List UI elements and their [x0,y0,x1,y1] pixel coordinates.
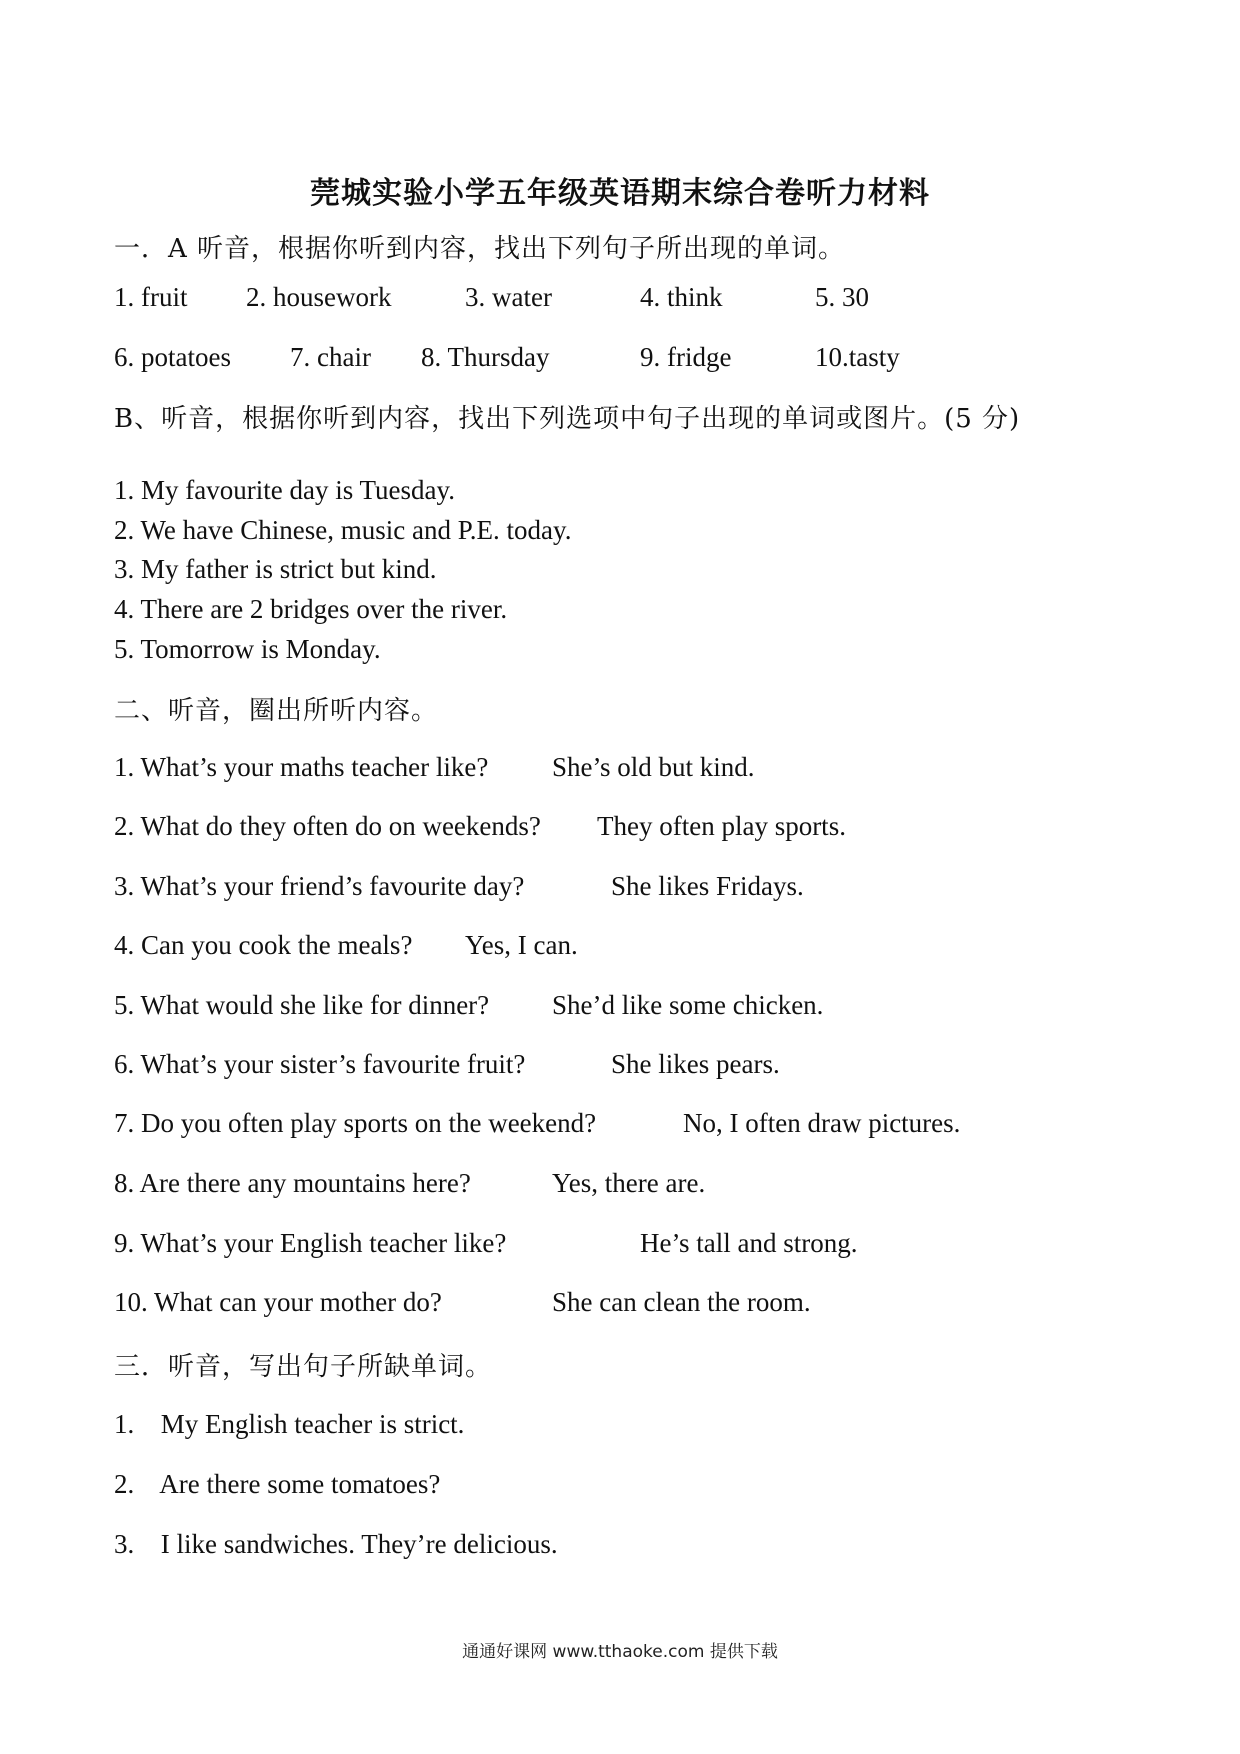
word-8: 8. Thursday [421,342,550,372]
section3-heading: 三．听音，写出句子所缺单词。 [114,1352,493,1382]
word-1: 1. fruit [114,282,188,312]
dialog-q1: 1. What’s your maths teacher like? [114,752,489,782]
dialog-a5: She’d like some chicken. [552,990,824,1020]
word-10: 10.tasty [815,342,900,372]
fill-number: 3. [114,1529,135,1559]
sentence-b5: 5. Tomorrow is Monday. [114,634,381,664]
word-9: 9. fridge [640,342,732,372]
word-7: 7. chair [290,342,371,372]
dialog-a6: She likes pears. [611,1049,780,1079]
word-4: 4. think [640,282,723,312]
dialog-q9: 9. What’s your English teacher like? [114,1228,507,1258]
sectionB-heading: B、听音，根据你听到内容，找出下列选项中句子出现的单词或图片。(5 分) [114,404,1021,434]
fill-text: I like sandwiches. They’re delicious. [160,1529,558,1559]
dialog-a1: She’s old but kind. [552,752,755,782]
dialog-a9: He’s tall and strong. [640,1228,858,1258]
fill-sentence-2 [114,1469,440,1500]
dialog-q8: 8. Are there any mountains here? [114,1168,471,1198]
fill-text: Are there some tomatoes? [159,1469,441,1499]
sentence-b2: 2. We have Chinese, music and P.E. today. [114,515,572,545]
dialog-a4: Yes, I can. [465,930,578,960]
section2-heading: 二、听音，圈出所听内容。 [114,696,439,726]
fill-number: 1. [114,1409,135,1439]
fill-sentence-3 [114,1529,558,1560]
dialog-q4: 4. Can you cook the meals? [114,930,413,960]
dialog-a7: No, I often draw pictures. [683,1108,961,1138]
dialog-a3: She likes Fridays. [611,871,804,901]
dialog-q7: 7. Do you often play sports on the weekend? [114,1108,597,1138]
page-title: 莞城实验小学五年级英语期末综合卷听力材料 [310,176,930,211]
sentence-b4: 4. There are 2 bridges over the river. [114,594,508,624]
word-6: 6. potatoes [114,342,231,372]
dialog-a2: They often play sports. [597,811,846,841]
dialog-a8: Yes, there are. [552,1168,706,1198]
dialog-q5: 5. What would she like for dinner? [114,990,490,1020]
word-3: 3. water [465,282,552,312]
sentence-b1: 1. My favourite day is Tuesday. [114,475,455,505]
dialog-q2: 2. What do they often do on weekends? [114,811,541,841]
dialog-q3: 3. What’s your friend’s favourite day? [114,871,525,901]
download-footer: 通通好课网 www.tthaoke.com 提供下载 [462,1642,778,1662]
dialog-a10: She can clean the room. [552,1287,811,1317]
dialog-q10: 10. What can your mother do? [114,1287,442,1317]
word-2: 2. housework [246,282,392,312]
section1-heading: 一．A 听音，根据你听到内容，找出下列句子所出现的单词。 [114,234,846,264]
sentence-b3: 3. My father is strict but kind. [114,554,437,584]
fill-text: My English teacher is strict. [160,1409,465,1439]
word-5: 5. 30 [815,282,869,312]
fill-sentence-1 [114,1409,464,1440]
dialog-q6: 6. What’s your sister’s favourite fruit? [114,1049,526,1079]
fill-number: 2. [114,1469,135,1499]
